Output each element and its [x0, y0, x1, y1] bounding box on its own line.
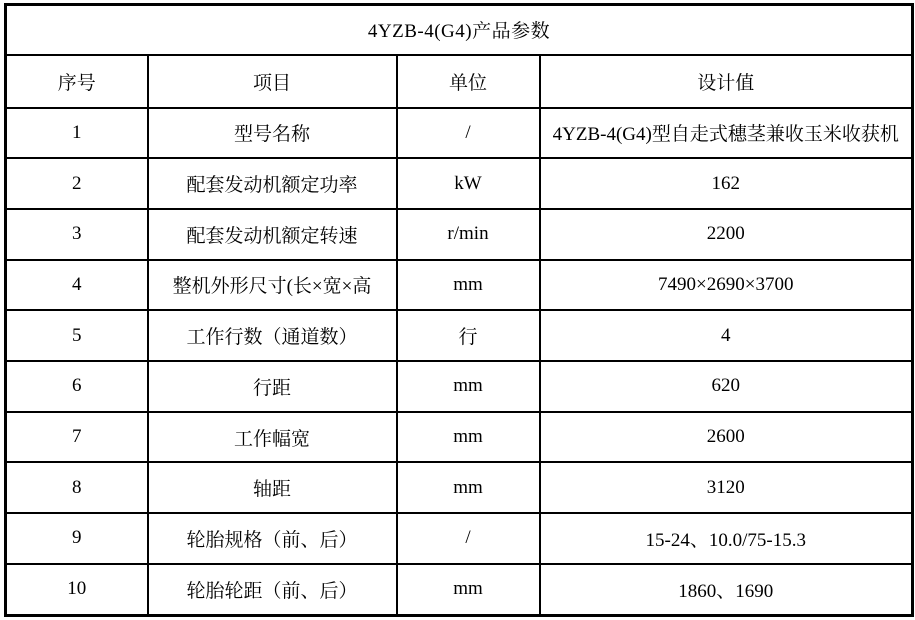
row-index-cell: 1	[6, 108, 148, 159]
row-unit-cell: mm	[397, 361, 540, 412]
product-parameters-table	[4, 3, 914, 617]
table-row	[6, 158, 913, 209]
row-item-cell: 配套发动机额定转速	[148, 209, 397, 260]
row-item-cell: 型号名称	[148, 108, 397, 159]
row-item-cell: 行距	[148, 361, 397, 412]
row-value-cell: 4	[540, 310, 913, 361]
row-index-cell: 9	[6, 513, 148, 564]
row-index-cell: 8	[6, 462, 148, 513]
table-row	[6, 564, 913, 616]
column-header-unit: 单位	[397, 55, 540, 108]
row-item-cell: 轮胎轮距（前、后）	[148, 564, 397, 616]
table-row	[6, 513, 913, 564]
row-value-cell: 162	[540, 158, 913, 209]
row-unit-cell: /	[397, 108, 540, 159]
row-index-cell: 3	[6, 209, 148, 260]
row-value-cell: 4YZB-4(G4)型自走式穗茎兼收玉米收获机	[540, 108, 913, 159]
table-row	[6, 462, 913, 513]
row-value-cell: 2200	[540, 209, 913, 260]
row-index-cell: 2	[6, 158, 148, 209]
table-row	[6, 209, 913, 260]
row-value-cell: 3120	[540, 462, 913, 513]
row-index-cell: 5	[6, 310, 148, 361]
row-unit-cell: r/min	[397, 209, 540, 260]
row-item-cell: 配套发动机额定功率	[148, 158, 397, 209]
row-item-cell: 整机外形尺寸(长×宽×高	[148, 260, 397, 311]
column-header-index: 序号	[6, 55, 148, 108]
table-row	[6, 260, 913, 311]
row-unit-cell: kW	[397, 158, 540, 209]
table-row	[6, 310, 913, 361]
row-value-cell: 620	[540, 361, 913, 412]
table-row	[6, 361, 913, 412]
row-item-cell: 工作幅宽	[148, 412, 397, 463]
row-unit-cell: /	[397, 513, 540, 564]
row-index-cell: 7	[6, 412, 148, 463]
row-value-cell: 15-24、10.0/75-15.3	[540, 513, 913, 564]
table-title-row	[6, 5, 913, 55]
row-unit-cell: mm	[397, 564, 540, 616]
row-unit-cell: mm	[397, 462, 540, 513]
row-index-cell: 6	[6, 361, 148, 412]
table-title: 4YZB-4(G4)产品参数	[6, 5, 913, 55]
row-unit-cell: 行	[397, 310, 540, 361]
table-row	[6, 412, 913, 463]
row-index-cell: 4	[6, 260, 148, 311]
table-header-row	[6, 55, 913, 108]
row-unit-cell: mm	[397, 260, 540, 311]
row-value-cell: 7490×2690×3700	[540, 260, 913, 311]
row-item-cell: 轮胎规格（前、后）	[148, 513, 397, 564]
table-row	[6, 108, 913, 159]
column-header-item: 项目	[148, 55, 397, 108]
table-body	[6, 108, 913, 616]
row-item-cell: 轴距	[148, 462, 397, 513]
row-index-cell: 10	[6, 564, 148, 616]
row-value-cell: 2600	[540, 412, 913, 463]
row-unit-cell: mm	[397, 412, 540, 463]
column-header-design-value: 设计值	[540, 55, 913, 108]
row-item-cell: 工作行数（通道数）	[148, 310, 397, 361]
row-value-cell: 1860、1690	[540, 564, 913, 616]
